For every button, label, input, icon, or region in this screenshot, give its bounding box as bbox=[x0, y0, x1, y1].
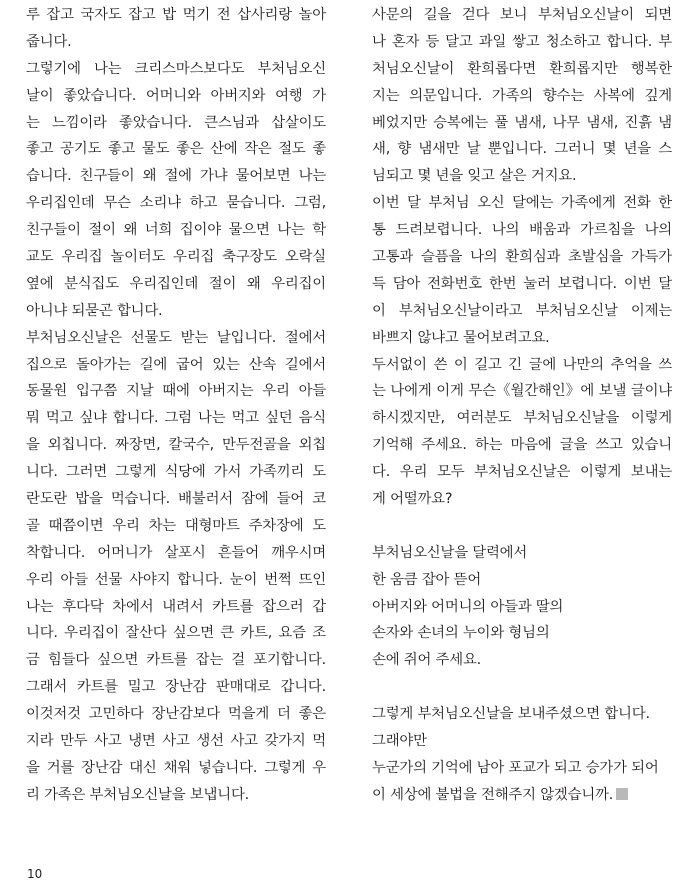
text-line: 니다. 그러면 그렇게 식당에 가서 가족끼리 도 bbox=[26, 464, 326, 481]
text-line: 친구들이 절이 왜 너희 집이야 물으면 나는 학 bbox=[26, 222, 326, 239]
text-line: 금 힘들다 싶으면 카트를 잡는 걸 포기합니다. bbox=[26, 652, 326, 669]
text-line: 부처님오신날은 선물도 받는 날입니다. 절에서 bbox=[26, 329, 326, 346]
poem-line: 누군가의 기억에 남아 포교가 되고 승가가 되어 bbox=[372, 759, 659, 776]
text-line: 우리집인데 무슨 소리냐 하고 묻습니다. 그럼, bbox=[26, 195, 326, 212]
text-line: 는 느낌이라 좋았습니다. 큰스님과 삽살이도 bbox=[26, 114, 326, 131]
text-line: 이것저것 고민하다 장난감보다 먹을게 더 좋은 bbox=[26, 706, 326, 723]
poem-line: 한 움큼 잡아 뜯어 bbox=[372, 571, 482, 588]
text-line: 두서없이 쓴 이 길고 긴 글에 나만의 추억을 쓰 bbox=[372, 356, 672, 373]
text-line: 루 잡고 국자도 잡고 밥 먹기 전 삽사리랑 놀아 bbox=[26, 7, 326, 23]
poem-line-text: 이 세상에 불법을 전해주지 않겠습니까. bbox=[372, 786, 614, 803]
text-line: 교도 우리집 놀이터도 우리집 축구장도 오락실 bbox=[26, 249, 326, 266]
text-line: 을 외칩니다. 짜장면, 칼국수, 만두전골을 외칩 bbox=[26, 437, 326, 454]
text-line: 지는 의문입니다. 가족의 향수는 사복에 깊게 bbox=[372, 87, 672, 104]
text-line: 줍니다. bbox=[26, 33, 72, 50]
text-line: 사문의 길을 걷다 보니 부처님오신날이 되면 bbox=[372, 7, 672, 23]
text-line: 나 혼자 등 달고 과일 쌓고 청소하고 합니다. 부 bbox=[372, 33, 672, 50]
text-line: 새, 향 냄새만 날 뿐입니다. 그러니 몇 년을 스 bbox=[372, 141, 672, 158]
left-text-column bbox=[26, 0, 326, 809]
text-line: 좋고 공기도 좋고 물도 좋은 산에 작은 절도 좋 bbox=[26, 141, 326, 158]
poem-line: 아버지와 어머니의 아들과 딸의 bbox=[372, 598, 564, 615]
text-line: 그래서 카트를 밀고 장난감 판매대로 갑니다. bbox=[26, 679, 326, 696]
text-line: 습니다. 친구들이 왜 절에 가냐 물어보면 나는 bbox=[26, 168, 326, 185]
text-line: 기억해 주세요. 하는 마음에 글을 쓰고 있습니 bbox=[372, 437, 672, 454]
text-line: 우리 아들 선물 사야지 합니다. 눈이 번쩍 뜨인 bbox=[26, 571, 326, 588]
text-line: 날이 좋았습니다. 어머니와 아버지와 여행 가 bbox=[26, 87, 326, 104]
text-line: 득 담아 전화번호 한번 눌러 보렵니다. 이번 달 bbox=[372, 275, 672, 292]
text-line: 이 부처님오신날이라고 부처님오신날 이제는 bbox=[372, 302, 672, 319]
text-line: 베었지만 승복에는 풀 냄새, 나무 냄새, 진흙 냄 bbox=[372, 114, 672, 131]
text-line: 이번 달 부처님 오신 달에는 가족에게 전화 한 bbox=[372, 195, 672, 212]
text-line: 니다. 우리집이 잘산다 싶으면 큰 카트, 요즘 조 bbox=[26, 625, 326, 642]
text-line: 게 어떨까요? bbox=[372, 491, 453, 508]
stanza-spacer bbox=[372, 674, 672, 701]
text-line: 고통과 슬픔을 나의 환희심과 초발심을 가득가 bbox=[372, 249, 672, 266]
text-line: 는 나에게 이게 무슨《월간해인》에 보낼 글이냐 bbox=[372, 383, 672, 400]
text-line: 지라 만두 사고 냉면 사고 생선 사고 갖가지 먹 bbox=[26, 733, 326, 750]
poem-final-line bbox=[372, 782, 672, 809]
text-line: 란도란 밥을 먹습니다. 배불러서 잠에 들어 코 bbox=[26, 491, 326, 508]
poem-line: 부처님오신날을 달력에서 bbox=[372, 544, 528, 561]
poem-line: 손자와 손녀의 누이와 형님의 bbox=[372, 625, 550, 642]
text-line: 집으로 돌아가는 길에 굽어 있는 산속 길에서 bbox=[26, 356, 326, 373]
text-line: 리 가족은 부처님오신날을 보냅니다. bbox=[26, 786, 250, 803]
stanza-spacer bbox=[372, 513, 672, 540]
poem-line: 손에 쥐어 주세요. bbox=[372, 652, 482, 669]
text-line: 통 드려보렵니다. 나의 배움과 가르침을 나의 bbox=[372, 222, 672, 239]
text-line: 바쁘지 않냐고 물어보려고요. bbox=[372, 329, 550, 346]
poem-line: 그래야만 bbox=[372, 733, 427, 750]
right-text-column bbox=[372, 0, 672, 809]
text-line: 착합니다. 어머니가 살포시 흔들어 깨우시며 bbox=[26, 544, 326, 561]
page-number: 10 bbox=[27, 867, 43, 881]
end-of-article-mark-icon bbox=[616, 788, 628, 800]
text-line: 뭐 먹고 싶냐 합니다. 그럼 나는 먹고 싶던 음식 bbox=[26, 410, 326, 427]
text-line: 하시겠지만, 여러분도 부처님오신날을 이렇게 bbox=[372, 410, 672, 427]
text-line: 동물원 입구쯤 지날 때에 아버지는 우리 아들 bbox=[26, 383, 326, 400]
text-line: 아니냐 되묻곤 합니다. bbox=[26, 302, 163, 319]
text-line: 옆에 분식집도 우리집인데 절이 왜 우리집이 bbox=[26, 275, 326, 292]
text-line: 다. 우리 모두 부처님오신날은 이렇게 보내는 bbox=[372, 464, 672, 481]
text-line: 그렇기에 나는 크리스마스보다도 부처님오신 bbox=[26, 60, 326, 77]
text-line: 나는 후다닥 차에서 내려서 카트를 잡으러 갑 bbox=[26, 598, 326, 615]
text-line: 처님오신날이 환희롭다면 환희롭지만 행복한 bbox=[372, 60, 672, 77]
text-line: 골 때쯤이면 우리 차는 대형마트 주차장에 도 bbox=[26, 517, 326, 534]
text-line: 님되고 몇 년을 잊고 살은 거지요. bbox=[372, 168, 577, 185]
text-line: 을 거를 장난감 대신 채워 넣습니다. 그렇게 우 bbox=[26, 759, 326, 776]
poem-line: 그렇게 부처님오신날을 보내주셨으면 합니다. bbox=[372, 706, 650, 723]
